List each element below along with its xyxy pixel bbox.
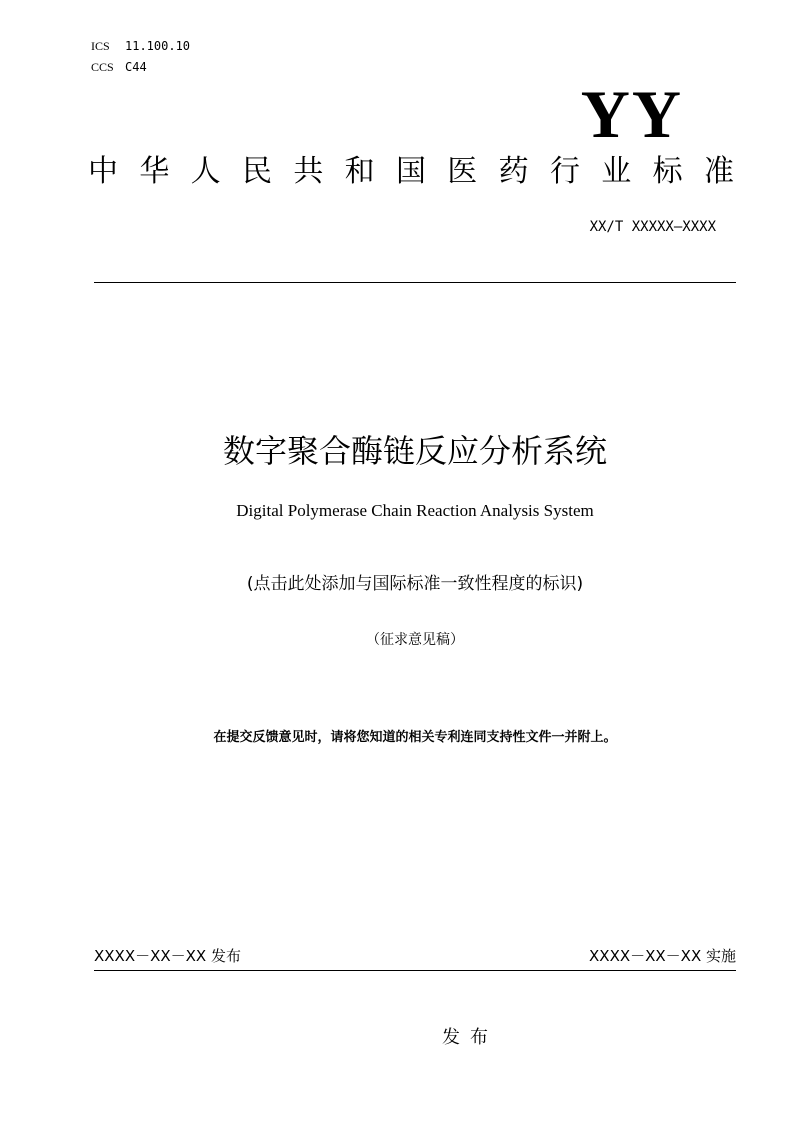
standard-title-char: 业 <box>601 154 632 189</box>
standard-title-char: 民 <box>241 154 272 189</box>
ccs-row <box>91 57 190 78</box>
consistency-note[interactable]: (点击此处添加与国际标准一致性程度的标识) <box>246 574 584 594</box>
ics-label: ICS <box>91 39 110 53</box>
standard-title-char: 和 <box>344 154 375 189</box>
document-title-en: Digital Polymerase Chain Reaction Analysis System <box>236 501 594 520</box>
standard-title-char: 中 <box>88 154 118 189</box>
ccs-value: C44 <box>125 60 147 74</box>
standard-title-char: 医 <box>447 154 478 189</box>
standard-number: XX/T XXXXX—XXXX <box>589 219 716 235</box>
standard-title-char: 药 <box>498 154 529 189</box>
ccs-label: CCS <box>91 60 114 74</box>
standard-title-char: 华 <box>139 154 170 189</box>
ics-value: 11.100.10 <box>125 39 191 53</box>
draft-status: （征求意见稿） <box>366 632 464 648</box>
standard-category-title <box>88 148 734 196</box>
standard-title-char: 标 <box>652 154 683 189</box>
standard-title-char: 人 <box>190 154 221 189</box>
release-date: XXXX－XX－XX 发布 <box>94 947 241 965</box>
implement-date: XXXX－XX－XX 实施 <box>589 947 736 965</box>
standard-title-char: 国 <box>395 154 426 189</box>
publisher: 发布 <box>442 1027 498 1048</box>
standard-title-char: 行 <box>549 154 580 189</box>
header-divider <box>94 282 736 283</box>
classification-codes <box>91 36 190 78</box>
standard-title-char: 共 <box>293 154 324 189</box>
footer-divider <box>94 970 736 971</box>
standard-title-char: 准 <box>703 154 734 189</box>
document-title-cn: 数字聚合酶链反应分析系统 <box>222 432 607 470</box>
standard-logo: YY <box>580 76 683 152</box>
patent-notice: 在提交反馈意见时，请将您知道的相关专利连同支持性文件一并附上。 <box>213 730 617 745</box>
ics-row <box>91 36 190 57</box>
